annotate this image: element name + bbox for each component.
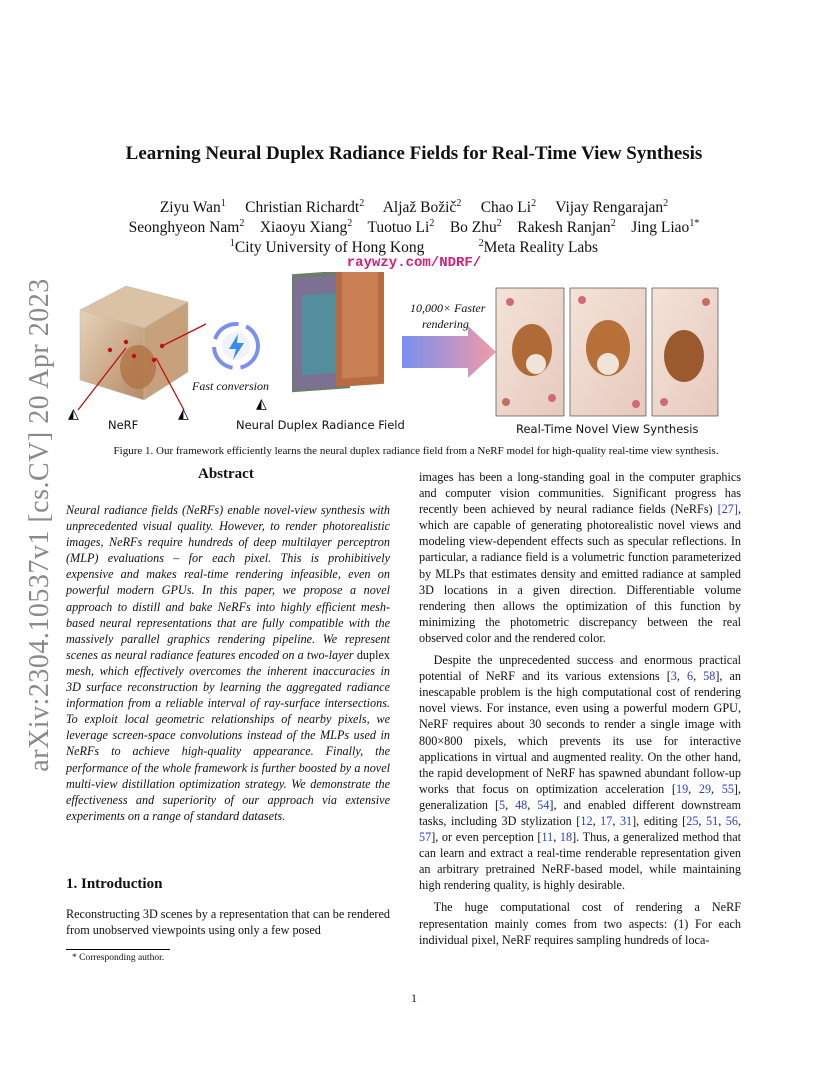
citation-link[interactable]: 5 <box>499 797 506 812</box>
citation-link[interactable]: 6 <box>686 669 694 684</box>
citation-link[interactable]: 48 <box>515 797 528 812</box>
citation-link[interactable]: 31 <box>619 813 633 828</box>
figure-caption: Figure 1. Our framework efficiently learns the neural duplex radiance field from a NeRF model for high-quality real-time view synthesis. <box>113 445 719 457</box>
citation-link[interactable]: 11 <box>541 830 554 845</box>
right-column-text <box>419 469 741 948</box>
rendered-view-1 <box>496 288 564 416</box>
figure-1 <box>66 272 766 440</box>
paragraph <box>419 652 741 893</box>
paragraph: The huge computational cost of rendering a NeRF representation mainly comes from two aspects: (1) For each individual pixel, NeRF requires sampling hundreds of loca- <box>419 900 741 947</box>
paragraph-text: , <box>592 813 601 828</box>
paragraph-text: ], generalization [ <box>419 781 742 812</box>
paragraph-text: , <box>612 813 620 828</box>
nerf-cube-illustration <box>78 286 206 410</box>
footnote-rule <box>66 949 170 950</box>
author: Aljaž Božič$^2$ <box>382 198 462 217</box>
camera-icon: ◭ <box>256 397 267 412</box>
project-url[interactable]: raywzy.com/NDRF/ <box>346 255 482 271</box>
citation-link[interactable]: 25 <box>686 813 699 828</box>
paragraph-text: ], an inescapable problem is the high computational cost of rendering novel views. For instance, even using a powerful modern GPU, NeRF requires about 30 seconds to render a single image with 800×800 pixels, which prevents its use for interactive applications in virtual and augmented reality. On the other hand, the rapid development of NeRF has spawned abundant follow-up works that focus on optimization acceleration [ <box>419 669 742 796</box>
author: Tuotuo Li$^2$ <box>367 218 435 237</box>
author: Vijay Rengarajan$^2$ <box>555 198 669 217</box>
paragraph-text: ], and enabled different downstream tasks, including 3D stylization [ <box>419 797 742 828</box>
paragraph-text: , <box>711 781 722 796</box>
arxiv-id-text: arXiv:2304.10537v1 [cs.CV] 20 Apr 2023 <box>24 278 55 772</box>
citation-link[interactable]: 58 <box>703 669 716 684</box>
citation-link[interactable]: 18 <box>559 830 573 845</box>
paragraph-text: , <box>527 797 538 812</box>
figure-label-duplex: Neural Duplex Radiance Field <box>236 418 405 432</box>
citation-link[interactable]: 54 <box>537 797 550 812</box>
paragraph-text: ]. Thus, a generalized method that can learn and extract a real-time renderable representation given an arbitrary pretrained NeRF-based model, while maintaining high rendering quality, is highly desirable. <box>419 830 741 893</box>
paragraph-text: ], or even perception [ <box>431 830 542 845</box>
abstract-heading: Abstract <box>198 466 254 482</box>
citation-link[interactable]: 12 <box>580 813 593 828</box>
paragraph-text: , <box>505 797 516 812</box>
paragraph-text: , <box>698 813 707 828</box>
citation-link[interactable]: 51 <box>706 813 719 828</box>
arxiv-side-label <box>20 278 60 772</box>
abstract-body: Neural radiance fields (NeRFs) enable novel-view synthesis with unprecedented visual quality. However, to render photorealistic images, NeRFs require hundreds of deep multilayer perceptron (MLP) evaluations – for each pixel. This is prohibitively expensive and makes real-time rendering infeasible, even on powerful modern GPUs. In this paper, we propose a novel approach to distill and bake NeRFs into highly efficient mesh-based neural representations that are fully compatible with the massively parallel graphics rendering pipeline. We represent scenes as neural radiance features encoded on a two-layer duplex mesh, which effectively overcomes the inherent inaccuracies in 3D surface reconstruction by learning the aggregated radiance information from a reliable interval of ray-surface intersections. To exploit local geometric relationships of nearby pixels, we leverage screen-space convolutions instead of the MLPs used in NeRFs to achieve high-quality appearance. Finally, the performance of the whole framework is further boosted by a novel multi-view distillation optimization strategy. We demonstrate the effectiveness and superiority of our approach via extensive experiments on a range of standard datasets. <box>66 503 390 823</box>
author: Jing Liao$^{1*}$ <box>631 218 700 237</box>
paper-title: Learning Neural Duplex Radiance Fields for Real-Time View Synthesis <box>125 143 703 164</box>
citation-link[interactable]: 29 <box>698 781 712 796</box>
citation-link[interactable]: 3 <box>670 669 677 684</box>
rendered-view-3 <box>652 288 718 416</box>
citation-link[interactable]: 17 <box>600 813 613 828</box>
affiliation: $^1$City University of Hong Kong <box>229 238 425 257</box>
author: Xiaoyu Xiang$^2$ <box>259 218 353 237</box>
camera-icon: ◭ <box>178 407 189 422</box>
introduction-left-text: Reconstructing 3D scenes by a representation that can be rendered from unobserved viewpoints using only a few posed <box>66 907 390 938</box>
citation-link[interactable]: 57 <box>419 830 432 845</box>
paragraph-text: , <box>553 830 560 845</box>
page-number: 1 <box>411 991 417 1005</box>
rendered-view-2 <box>570 288 646 416</box>
introduction-heading: 1. Introduction <box>66 876 163 892</box>
faster-arrow <box>402 326 496 378</box>
paragraph-text: ], editing [ <box>632 813 687 828</box>
paragraph-text: , <box>676 669 687 684</box>
author: Chao Li$^2$ <box>480 198 537 217</box>
footnote: * Corresponding author. <box>72 953 165 963</box>
paragraph-text: , <box>688 781 699 796</box>
figure-label-rendering: rendering <box>422 317 469 331</box>
affiliation: $^2$Meta Reality Labs <box>478 238 599 257</box>
conversion-icon <box>214 324 258 368</box>
figure-label-fast-conversion: Fast conversion <box>192 379 269 393</box>
author: Christian Richardt$^2$ <box>245 198 365 217</box>
author: Seonghyeon Nam$^2$ <box>128 218 245 237</box>
paragraph-text: , <box>693 669 704 684</box>
paragraph-text: Despite the unprecedented success and enormous practical potential of NeRF and its various extensions [ <box>419 653 741 684</box>
figure-label-faster: 10,000× Faster <box>410 301 486 315</box>
paragraph-text: , <box>737 813 742 828</box>
figure-label-realtime: Real-Time Novel View Synthesis <box>516 422 699 436</box>
camera-icon: ◭ <box>68 407 79 422</box>
figure-label-nerf: NeRF <box>108 418 139 432</box>
citation-link[interactable]: 19 <box>675 781 689 796</box>
citation-link[interactable]: 55 <box>721 781 734 796</box>
author: Bo Zhu$^2$ <box>449 218 502 237</box>
citation-link[interactable]: 56 <box>725 813 738 828</box>
author: Ziyu Wan$^1$ <box>159 198 226 217</box>
author: Rakesh Ranjan$^2$ <box>517 218 616 237</box>
duplex-layers-illustration <box>292 272 384 392</box>
paragraph: images has been a long-standing goal in the computer graphics and computer vision communities. Significant progress has recently been achieved by neural radiance fields (NeRFs) [27], which are capable of generating photorealistic novel views and modeling view-dependent effects such as specular reflections. In particular, a radiance field is a volumetric function parameterized by MLPs that estimates density and emitted radiance at sampled 3D locations in a given direction. Differentiable volume rendering then allows the optimization of this function by minimizing the photometric discrepancy between the real observed color and the rendered color. <box>419 470 741 645</box>
paragraph-text: , <box>718 813 726 828</box>
